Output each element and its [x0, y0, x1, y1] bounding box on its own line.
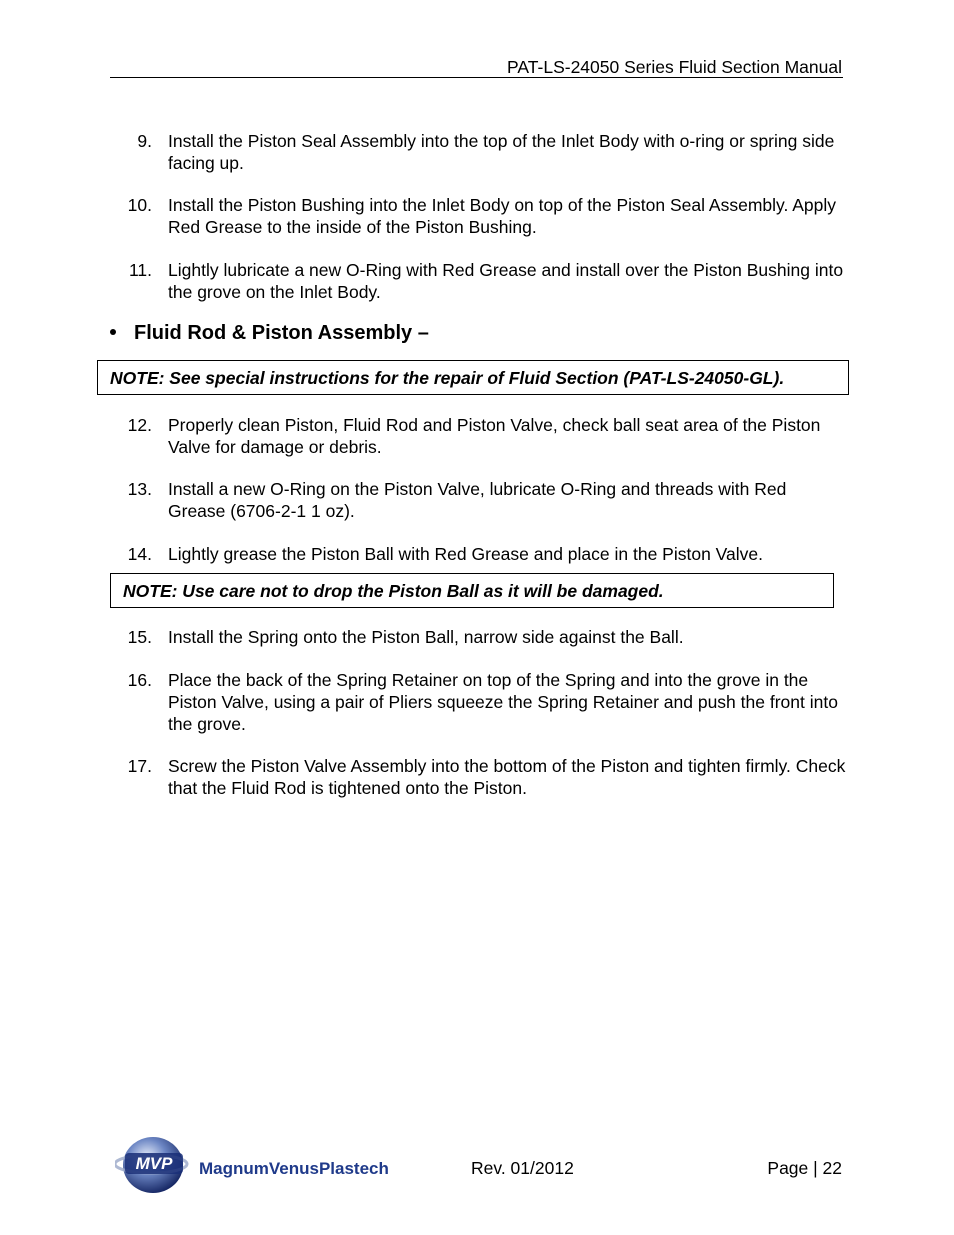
step-text: Lightly grease the Piston Ball with Red Grease and place in the Piston Valve. [168, 544, 764, 564]
step-number: 9. [137, 131, 152, 151]
note-box: NOTE: See special instructions for the repair of Fluid Section (PAT-LS-24050-GL). [97, 360, 849, 395]
section-heading-text: Fluid Rod & Piston Assembly – [134, 322, 429, 344]
revision-label: Rev. 01/2012 [471, 1158, 574, 1178]
step-text: Properly clean Piston, Fluid Rod and Piston Valve, check ball seat area of the Piston Valve for damage or debris. [168, 415, 821, 457]
logo-wordmark: MagnumVenusPlastech [199, 1159, 389, 1178]
step-number: 13. [127, 479, 152, 499]
header-divider [110, 77, 843, 78]
step-text: Install the Piston Bushing into the Inlet Body on top of the Piston Seal Assembly. Apply Red Grease to the inside of the Piston Bushing. [168, 195, 836, 237]
step-text: Screw the Piston Valve Assembly into the bottom of the Piston and tighten firmly. Check that the Fluid Rod is tightened onto the Piston. [168, 756, 846, 798]
step-number: 10. [127, 195, 152, 215]
step-number: 14. [127, 544, 152, 564]
header-title: PAT-LS-24050 Series Fluid Section Manual [507, 57, 842, 77]
step-text: Lightly lubricate a new O-Ring with Red Grease and install over the Piston Bushing into the grove on the Inlet Body. [168, 260, 844, 302]
step-number: 16. [127, 670, 152, 690]
page-number: Page | 22 [767, 1158, 842, 1178]
step-text: Place the back of the Spring Retainer on top of the Spring and into the grove in the Piston Valve, using a pair of Pliers squeeze the Spring Retainer and push the front into the grove. [168, 670, 838, 734]
step-number: 12. [127, 415, 152, 435]
company-logo [115, 1133, 400, 1195]
step-text: Install a new O-Ring on the Piston Valve, lubricate O-Ring and threads with Red Grease (6706-2-1 1 oz). [168, 479, 787, 521]
step-number: 15. [127, 627, 152, 647]
step-text: Install the Spring onto the Piston Ball, narrow side against the Ball. [168, 627, 684, 647]
section-heading [110, 320, 429, 346]
bullet-icon [110, 329, 116, 335]
step-number: 11. [128, 260, 152, 280]
step-number: 17. [127, 756, 152, 776]
step-text: Install the Piston Seal Assembly into the top of the Inlet Body with o-ring or spring side facing up. [168, 131, 835, 173]
note-box: NOTE: Use care not to drop the Piston Ball as it will be damaged. [110, 573, 834, 608]
logo-badge: MVP [135, 1154, 173, 1173]
